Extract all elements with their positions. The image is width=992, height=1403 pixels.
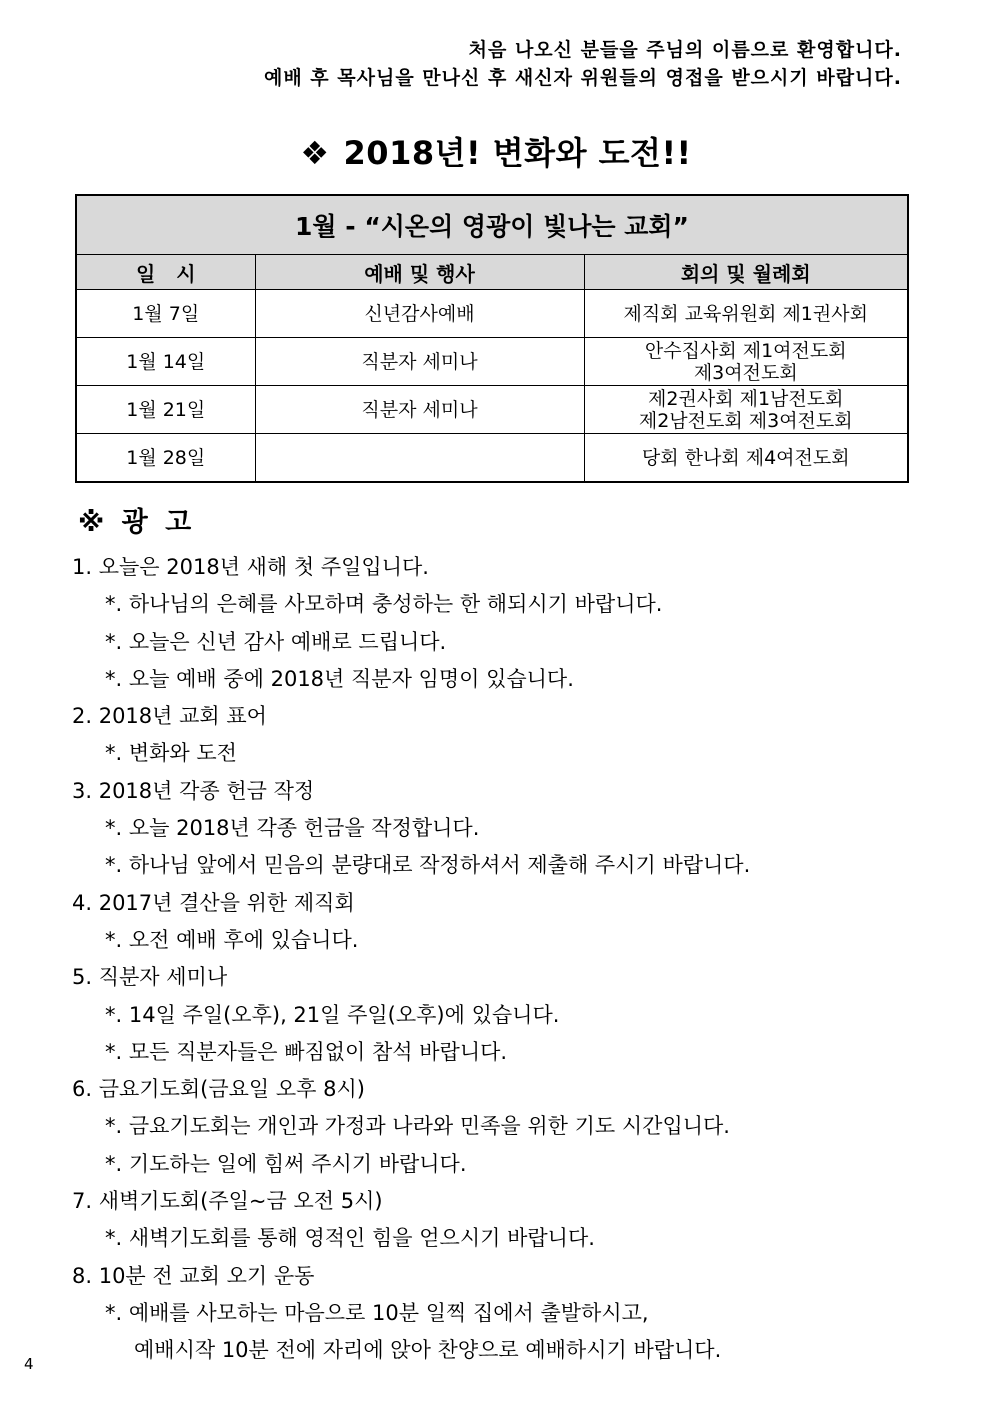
meeting-cell: 안수집사회 제1여전도회 제3여전도회 xyxy=(584,338,908,386)
table-row xyxy=(76,290,908,338)
table-header-row xyxy=(76,255,908,290)
meeting-cell: 제2권사회 제1남전도회 제2남전도회 제3여전도회 xyxy=(584,386,908,434)
announcement-detail: *. 오늘 예배 중에 2018년 직분자 임명이 있습니다. xyxy=(105,666,574,691)
date-cell: 1월 14일 xyxy=(76,338,255,386)
announcement-detail: *. 새벽기도회를 통해 영적인 힘을 얻으시기 바랍니다. xyxy=(105,1226,595,1251)
announcements-list xyxy=(72,550,952,1371)
event-cell: 직분자 세미나 xyxy=(255,386,584,434)
event-cell xyxy=(255,434,584,483)
announcement-detail: *. 오전 예배 후에 있습니다. xyxy=(105,927,359,952)
announcement-detail: *. 하나님 앞에서 믿음의 분량대로 작정하셔서 제출해 주시기 바랍니다. xyxy=(105,853,751,878)
announcement-detail: *. 오늘 2018년 각종 헌금을 작정합니다. xyxy=(105,816,480,841)
event-cell: 신년감사예배 xyxy=(255,290,584,338)
announcement-title: 8. 10분 전 교회 오기 운동 xyxy=(72,1263,315,1288)
column-header-date: 일 시 xyxy=(76,255,255,290)
column-header-meeting: 회의 및 월례회 xyxy=(584,255,908,290)
page-title xyxy=(0,128,992,174)
table-row xyxy=(76,434,908,483)
page-number: 4 xyxy=(24,1355,34,1373)
announcement-detail: *. 기도하는 일에 힘써 주시기 바랍니다. xyxy=(105,1151,467,1176)
welcome-line-1: 처음 나오신 분들을 주님의 이름으로 환영합니다. xyxy=(468,39,902,61)
welcome-line-2: 예배 후 목사님을 만나신 후 새신자 위원들의 영접을 받으시기 바랍니다. xyxy=(263,67,902,89)
table-row xyxy=(76,338,908,386)
announcement-detail: *. 모든 직분자들은 빠짐없이 참석 바랍니다. xyxy=(105,1039,508,1064)
month-title: 1월 - “시온의 영광이 빛나는 교회” xyxy=(76,195,908,255)
date-cell: 1월 21일 xyxy=(76,386,255,434)
schedule-table xyxy=(75,194,909,483)
announcement-detail: *. 하나님의 은혜를 사모하며 충성하는 한 해되시기 바랍니다. xyxy=(105,592,663,617)
announcement-detail: *. 예배를 사모하는 마음으로 10분 일찍 집에서 출발하시고, xyxy=(105,1300,649,1325)
event-cell: 직분자 세미나 xyxy=(255,338,584,386)
announcement-title: 7. 새벽기도회(주일~금 오전 5시) xyxy=(72,1189,383,1214)
announcement-detail: *. 금요기도회는 개인과 가정과 나라와 민족을 위한 기도 시간입니다. xyxy=(105,1114,730,1139)
announcement-title: 1. 오늘은 2018년 새해 첫 주일입니다. xyxy=(72,555,429,579)
meeting-cell: 당회 한나회 제4여전도회 xyxy=(584,434,908,483)
announcement-detail-continuation: 예배시작 10분 전에 자리에 앉아 찬양으로 예배하시기 바랍니다. xyxy=(134,1338,722,1363)
diamond-icon: ❖ xyxy=(300,134,330,172)
announcement-detail: *. 14일 주일(오후), 21일 주일(오후)에 있습니다. xyxy=(105,1002,560,1027)
table-row xyxy=(76,386,908,434)
announcement-title: 4. 2017년 결산을 위한 제직회 xyxy=(72,890,355,915)
column-header-event: 예배 및 행사 xyxy=(255,255,584,290)
date-cell: 1월 7일 xyxy=(76,290,255,338)
announcement-title: 6. 금요기도회(금요일 오후 8시) xyxy=(72,1077,365,1102)
announcement-title: 2. 2018년 교회 표어 xyxy=(72,704,267,729)
welcome-message xyxy=(264,36,902,92)
announcement-detail: *. 변화와 도전 xyxy=(105,741,237,766)
announcement-title: 5. 직분자 세미나 xyxy=(72,965,228,990)
meeting-cell: 제직회 교육위원회 제1권사회 xyxy=(584,290,908,338)
announcements-title: ※ 광 고 xyxy=(78,507,196,538)
month-title-row xyxy=(76,195,908,255)
page-title-text: 2018년! 변화와 도전!! xyxy=(343,134,692,172)
announcement-title: 3. 2018년 각종 헌금 작정 xyxy=(72,778,315,803)
date-cell: 1월 28일 xyxy=(76,434,255,483)
announcement-detail: *. 오늘은 신년 감사 예배로 드립니다. xyxy=(105,629,447,654)
